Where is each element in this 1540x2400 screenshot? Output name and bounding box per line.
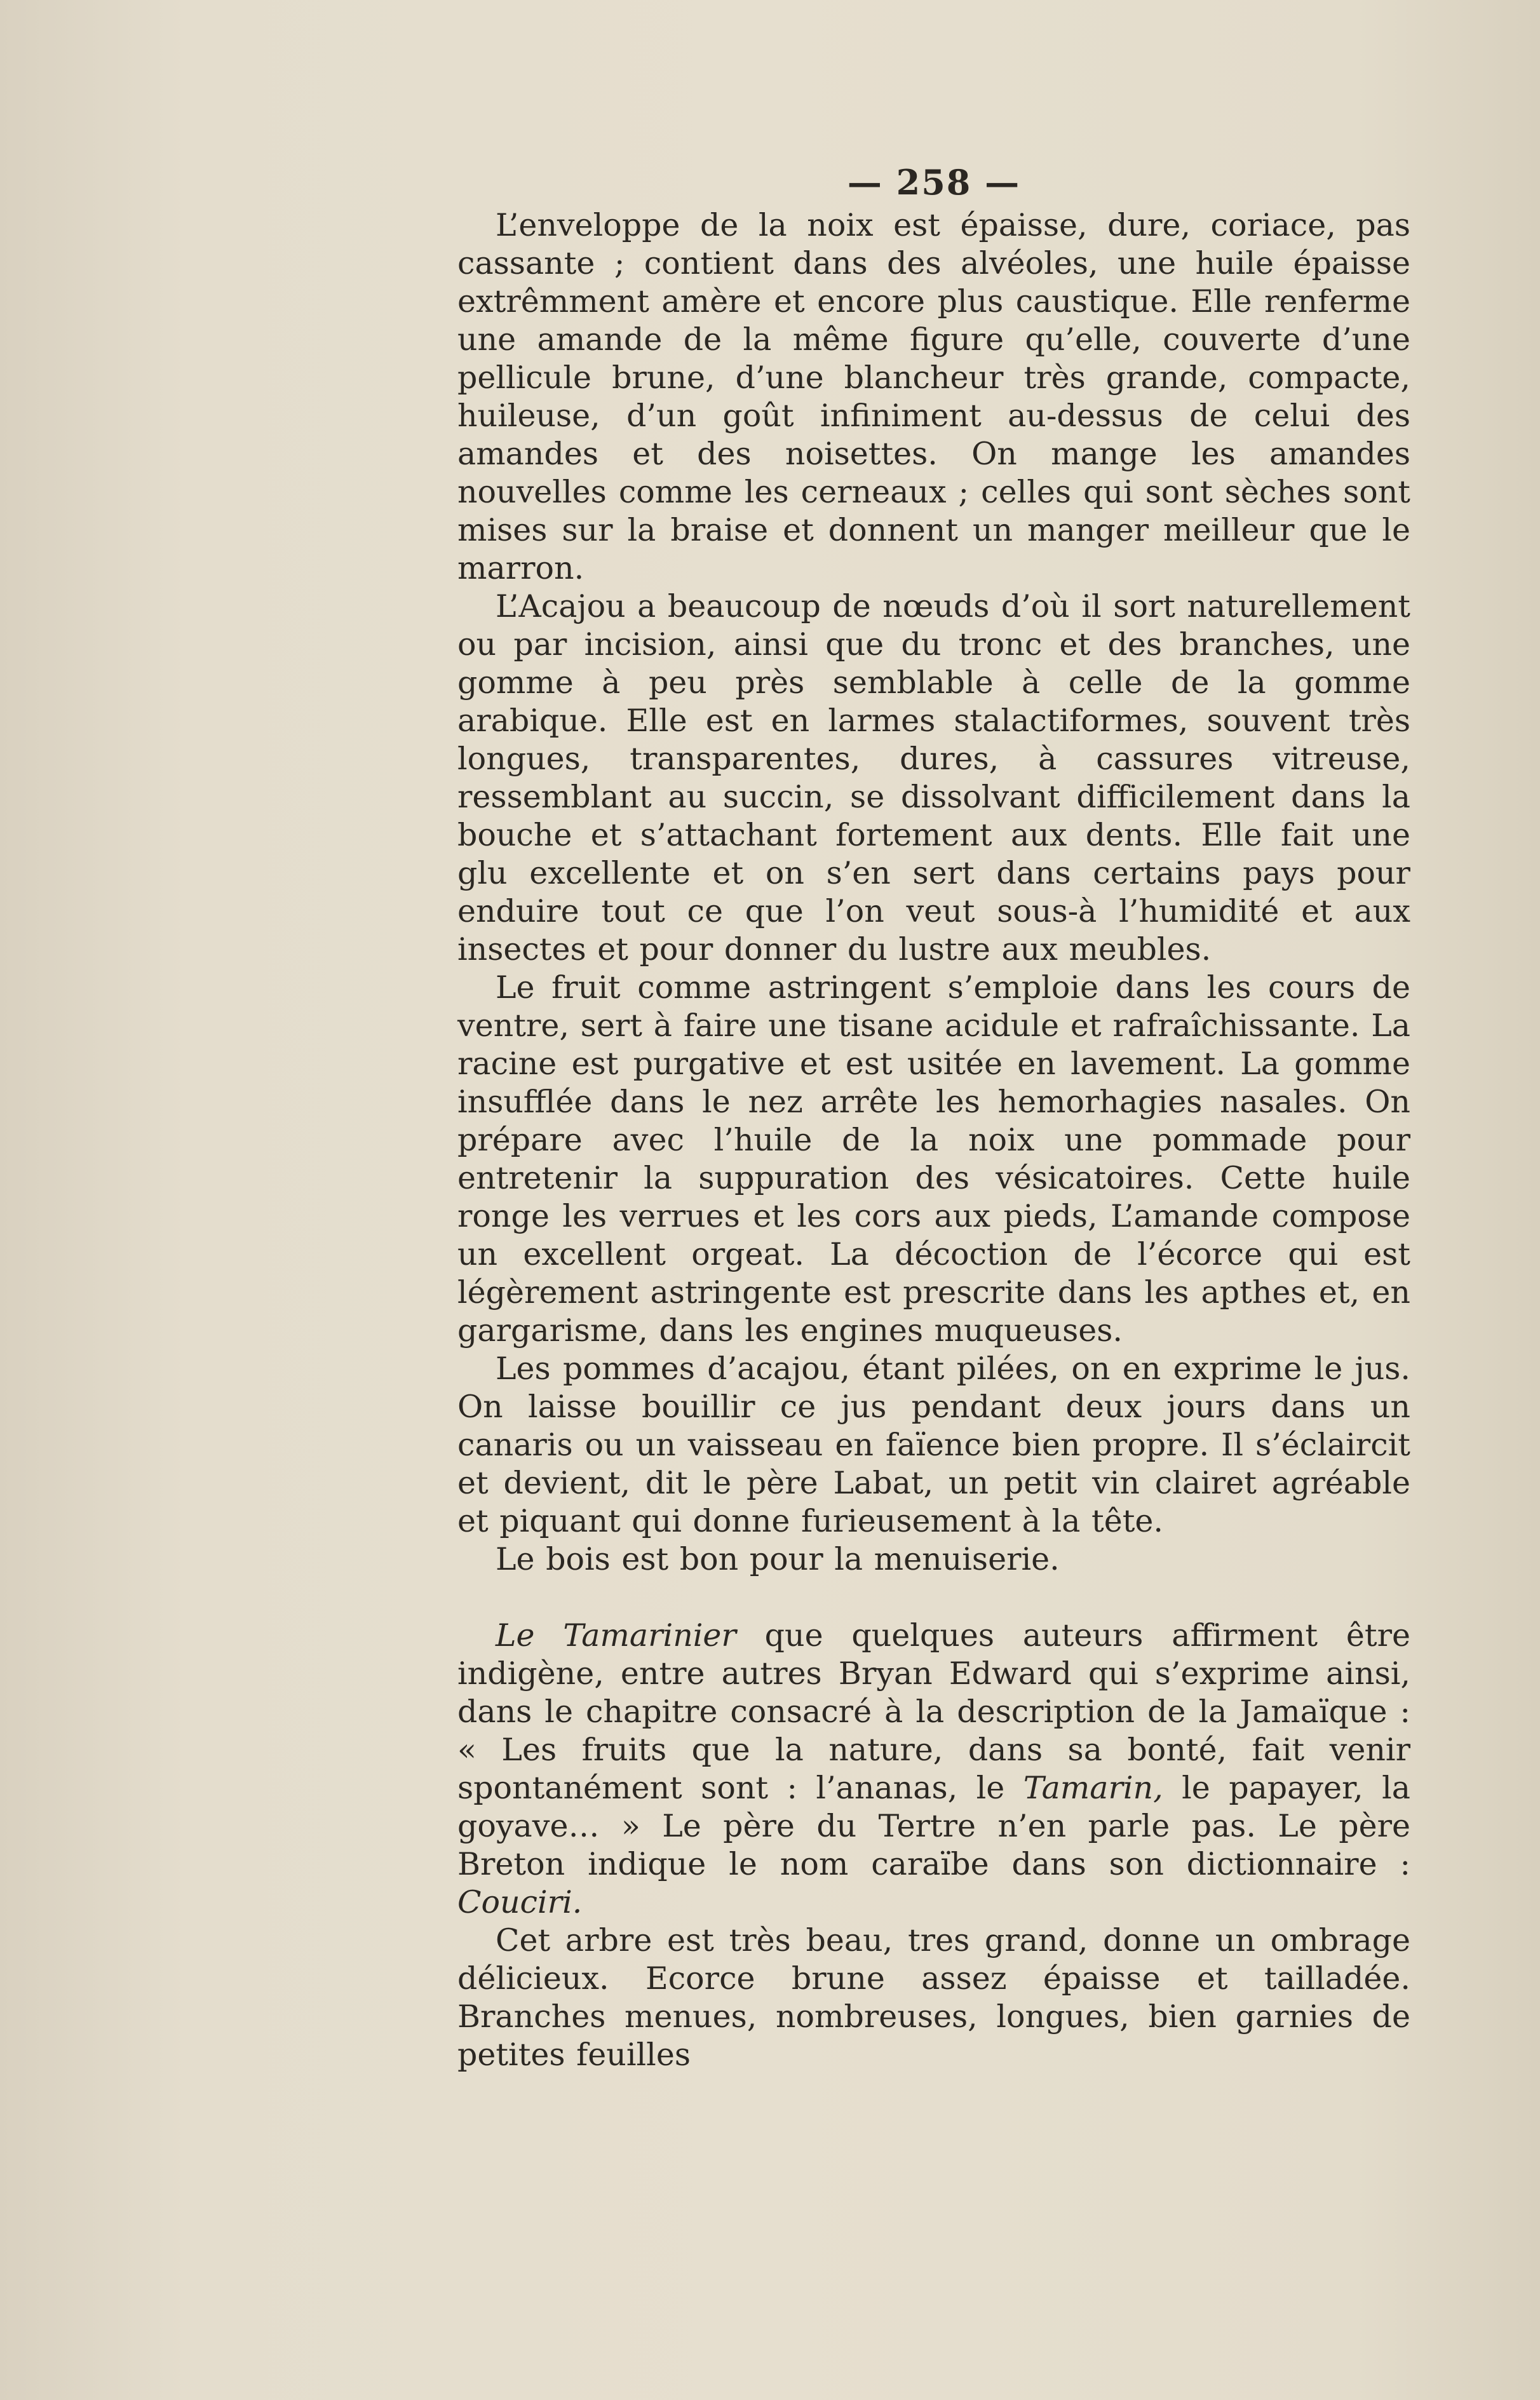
paragraph-bois: Le bois est bon pour la menuiserie. <box>496 1541 1060 1577</box>
tamarinier-text-1: que quelques auteurs affirment être indigène, entre autres Bryan Edward qui s’exprime ainsi, dans le chapitre consacré à la description de la Jamaïque : « Les fruits que la nature, dans sa bonté, fait venir spontanément sont : l’ananas, le <box>457 1617 1410 1806</box>
text-column <box>457 162 1410 2074</box>
paragraph-fruit-astringent: Le fruit comme astringent s’emploie dans les cours de ventre, sert à faire une tisane acidule et rafraîchissante. La racine est purgative et est usitée en lavement. La gomme insufflée dans le nez arrête les hemorhagies nasales. On prépare avec l’huile de la noix une pommade pour entretenir la suppuration des vésicatoires. Cette huile ronge les verrues et les cors aux pieds, L’amande compose un excellent orgeat. La décoction de l’écorce qui est légèrement astringente est prescrite dans les apthes et, en gargarisme, dans les engines muqueuses. <box>457 969 1410 1349</box>
paragraph-arbre-description: Cet arbre est très beau, tres grand, donne un ombrage délicieux. Ecorce brune assez épaisse et tailladée. Branches menues, nombreuses, longues, bien garnies de petites feuilles <box>457 1922 1410 2073</box>
page-number: — 258 — <box>847 162 1021 203</box>
paragraph-acajou-gomme: L’Acajou a beaucoup de nœuds d’où il sort naturellement ou par incision, ainsi que du tronc et des branches, une gomme à peu près semblable à celle de la gomme arabique. Elle est en larmes stalactiformes, souvent très longues, transparentes, dures, à cassures vitreuse, ressemblant au succin, se dissolvant difficilement dans la bouche et s’attachant fortement aux dents. Elle fait une glu excellente et on s’en sert dans certains pays pour enduire tout ce que l’on veut sous-à l’humidité et aux insectes et pour donner du lustre aux meubles. <box>457 588 1410 967</box>
paragraph-tamarinier <box>457 1617 1410 1922</box>
paragraph-enveloppe: L’enveloppe de la noix est épaisse, dure, coriace, pas cassante ; contient dans des alvéoles, une huile épaisse extrêmment amère et encore plus caustique. Elle renferme une amande de la même figure qu’elle, couverte d’une pellicule brune, d’une blancheur très grande, compacte, huileuse, d’un goût infiniment au-dessus de celui des amandes et des noisettes. On mange les amandes nouvelles comme les cerneaux ; celles qui sont sèches sont mises sur la braise et donnent un manger meilleur que le marron. <box>457 207 1410 586</box>
italic-couciri: Couciri. <box>457 1884 583 1920</box>
italic-tamarinier: Le Tamarinier <box>496 1617 736 1654</box>
tamarinier-text-2: le papayer, la goyave… » Le père du Tertre n’en parle pas. Le père Breton indique le nom caraïbe dans son dictionnaire : <box>457 1770 1410 1882</box>
italic-tamarin: Tamarin, <box>1023 1770 1163 1806</box>
paragraph-pommes-acajou: Les pommes d’acajou, étant pilées, on en exprime le jus. On laisse bouillir ce jus pendant deux jours dans un canaris ou un vaisseau en faïence bien propre. Il s’éclaircit et devient, dit le père Labat, un petit vin clairet agréable et piquant qui donne furieusement à la tête. <box>457 1351 1410 1539</box>
